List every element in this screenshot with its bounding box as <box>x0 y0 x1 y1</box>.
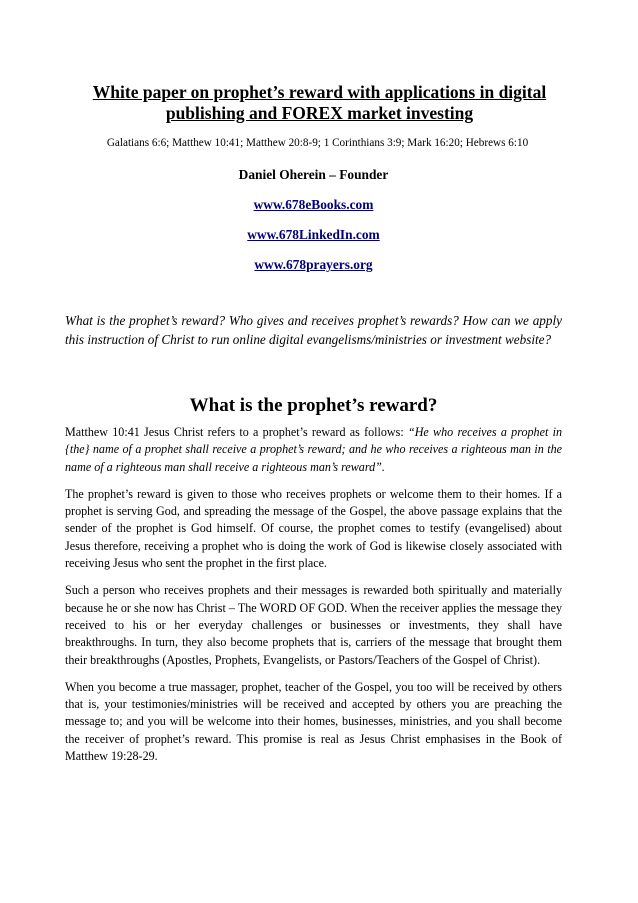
scripture-references: Galatians 6:6; Matthew 10:41; Matthew 20:8-9; 1 Corinthians 3:9; Mark 16:20; Hebrews 6:10 <box>106 137 529 149</box>
section-heading: What is the prophet’s reward? <box>189 395 438 416</box>
paragraph-1-quote: “He who receives a prophet in {the} name of a prophet shall receive a prophet’s reward; and he who receives a righteous man in the name of a righteous man shall receive a righteous man’s reward”. <box>65 425 562 474</box>
paragraph-2: The prophet’s reward is given to those who receives prophets or welcome them to their homes. If a prophet is serving God, and spreading the message of the Gospel, the above passage explains that the sender of the prophet is God himself. Of course, the prophet comes to testify (evangelised) about Jesus therefore, receiving a prophet who is doing the work of God is likewise closely associated with receiving Jesus who sent the prophet in the first place. <box>65 486 562 571</box>
link-678prayers[interactable]: www.678prayers.org <box>254 257 373 272</box>
link-678ebooks[interactable]: www.678eBooks.com <box>253 197 374 212</box>
link-678linkedin[interactable]: www.678LinkedIn.com <box>247 227 380 242</box>
intro-question: What is the prophet’s reward? Who gives and receives prophet’s rewards? How can we apply this instruction of Christ to run online digital evangelisms/ministries or investment website? <box>65 313 562 347</box>
document-title: White paper on prophet’s reward with applications in digital publishing and FOREX market investing <box>92 82 547 123</box>
paragraph-3: Such a person who receives prophets and their messages is rewarded both spiritually and materially because he or she now has Christ – The WORD OF GOD. When the receiver applies the message they received to his or her everyday challenges or businesses or investments, they shall have breakthroughs. In turn, they also become prophets that is, carriers of the message that brought them their breakthroughs (Apostles, Prophets, Evangelists, or Pastors/Teachers of the Gospel of Christ). <box>65 583 562 667</box>
paragraph-1 <box>65 424 562 476</box>
paragraph-1-lead: Matthew 10:41 Jesus Christ refers to a prophet’s reward as follows: <box>65 425 408 439</box>
paragraph-4: When you become a true massager, prophet, teacher of the Gospel, you too will be received by others that is, your testimonies/ministries will be received and accepted by others you are preaching the message to; and you will be welcome into their homes, businesses, ministries, and you shall become the receiver of prophet’s reward. This promise is real as Jesus Christ emphasises in the Book of Matthew 19:28-29. <box>65 679 562 764</box>
author-line: Daniel Oherein – Founder <box>238 167 389 182</box>
